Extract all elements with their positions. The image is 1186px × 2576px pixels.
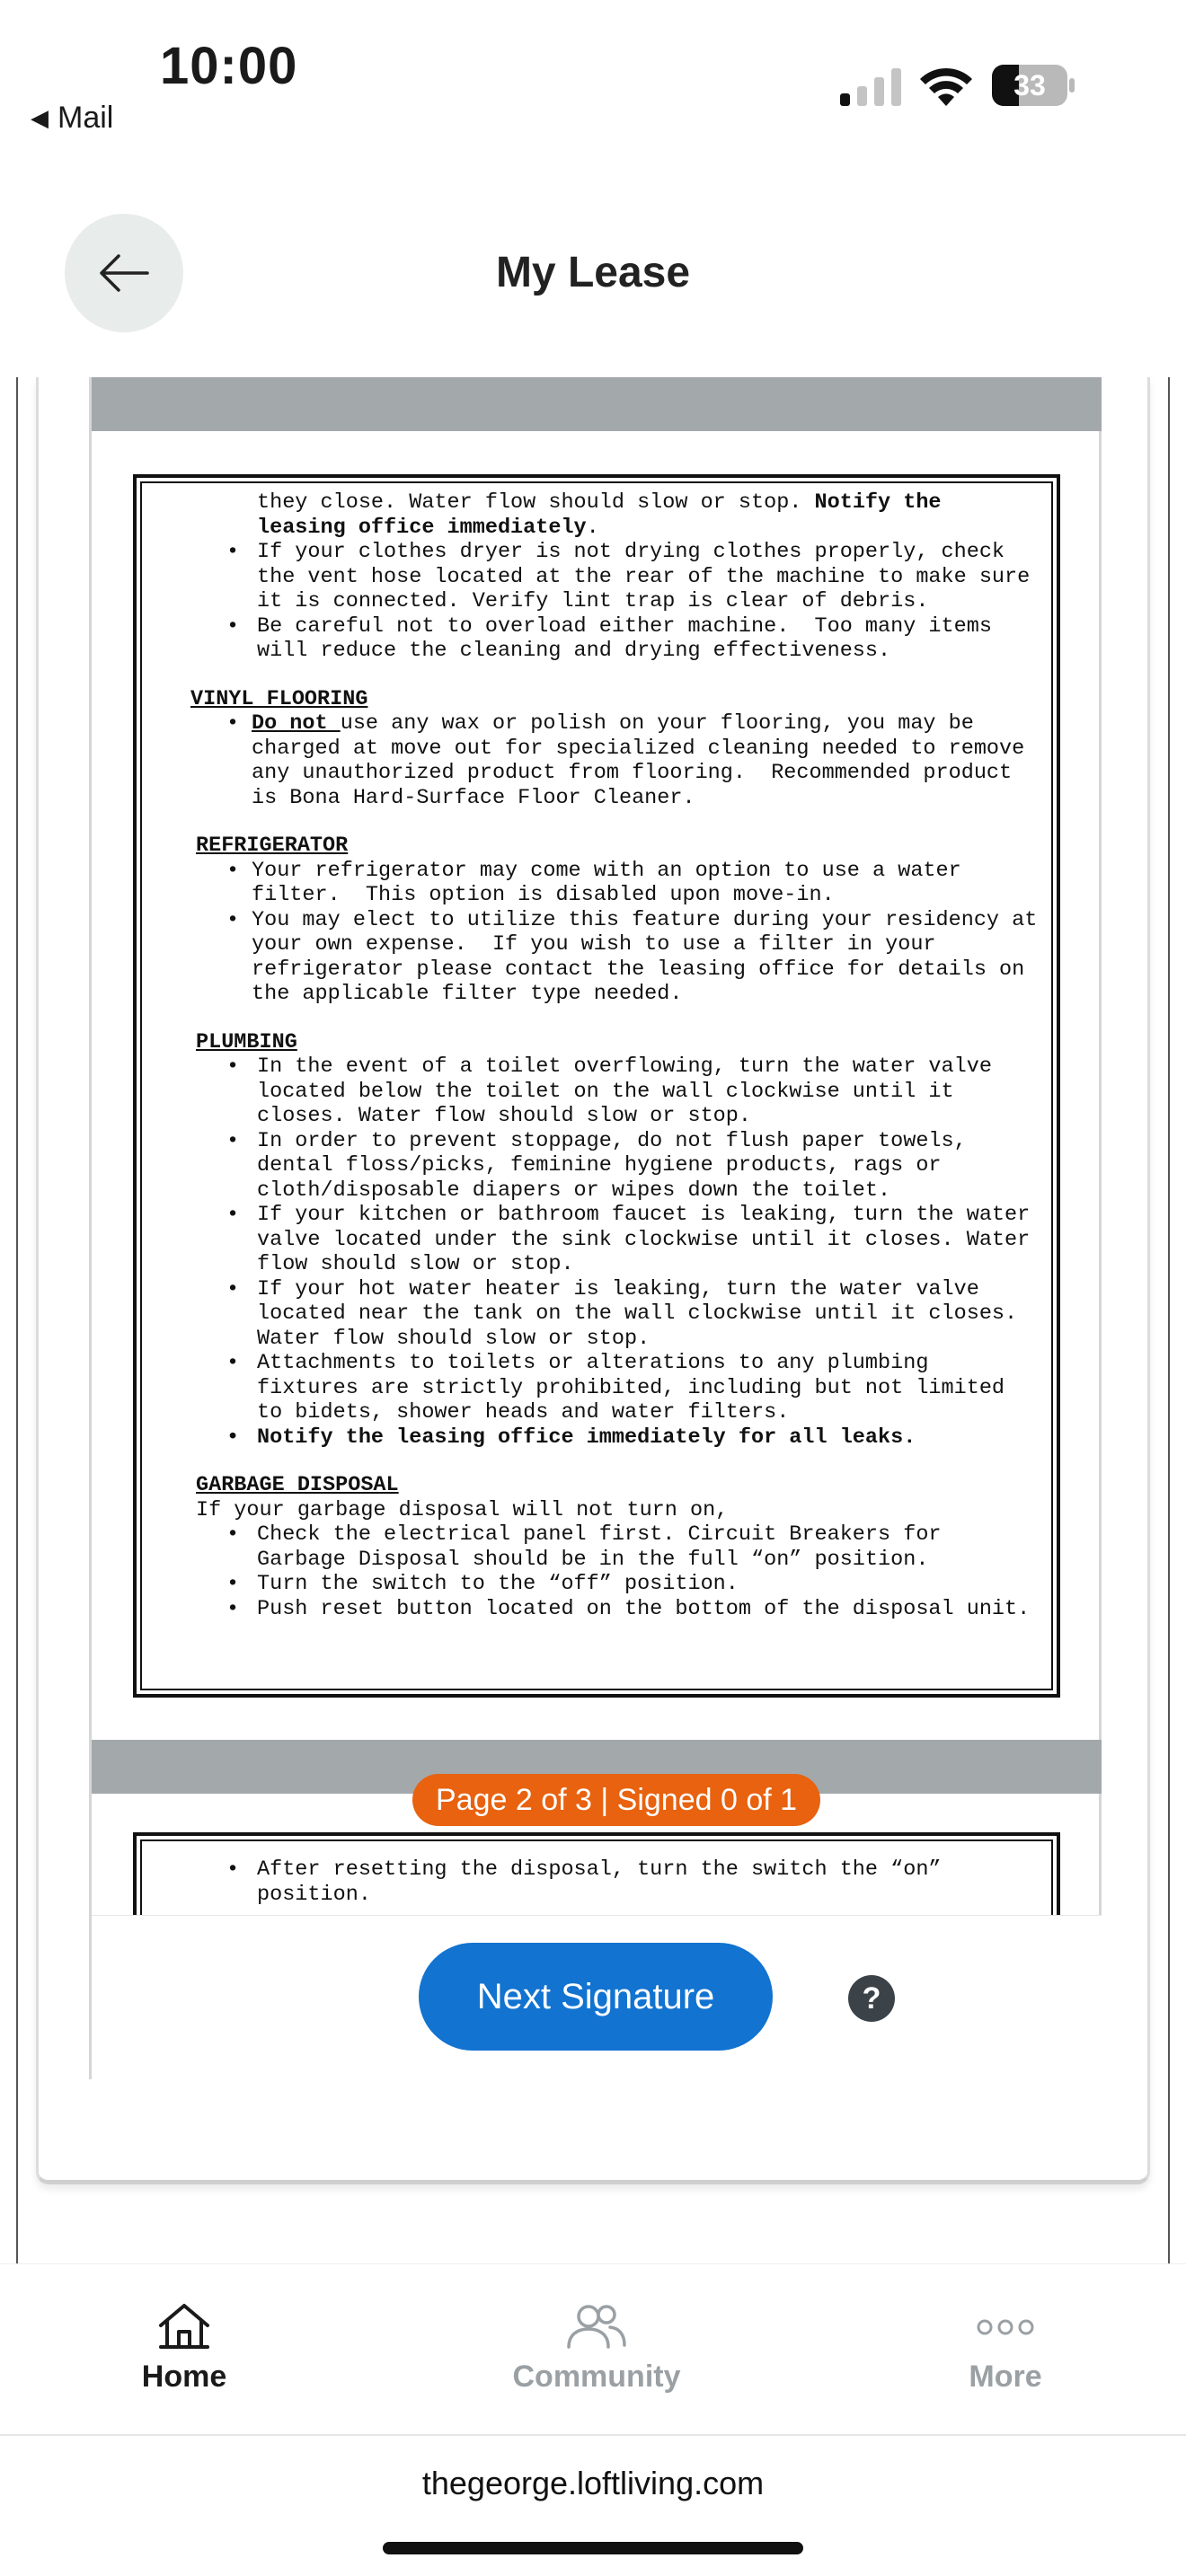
doc-line: • Do not use any wax or polish on your flooring, you may be (196, 711, 1039, 737)
doc-line: Garbage Disposal should be in the full “on” position. (257, 1547, 929, 1572)
doc-line: • After resetting the disposal, turn the switch the “on” (196, 1857, 1039, 1883)
home-indicator[interactable] (383, 2542, 803, 2554)
doc-line: dental floss/picks, feminine hygiene products, rags or (257, 1153, 942, 1178)
left-border (16, 377, 18, 2263)
tab-more[interactable] (871, 2302, 1140, 2395)
doc-line: any unauthorized product from flooring. Recommended product (252, 761, 1013, 785)
next-signature-button[interactable]: Next Signature (419, 1943, 773, 2051)
document-viewer[interactable] (89, 377, 1102, 2079)
doc-line: • If your clothes dryer is not drying clothes properly, check (196, 540, 1039, 565)
doc-line: will reduce the cleaning and drying effectiveness. (257, 639, 891, 663)
doc-line: located below the toilet on the wall clockwise until it (257, 1079, 954, 1104)
cellular-signal-icon (840, 68, 903, 106)
doc-line: • Check the electrical panel first. Circuit Breakers for (196, 1522, 1039, 1548)
doc-line: • In order to prevent stoppage, do not flush paper towels, (196, 1129, 1039, 1154)
section-heading-refrigerator: REFRIGERATOR (196, 834, 349, 858)
section-heading-plumbing: PLUMBING (196, 1029, 297, 1054)
doc-line: If your garbage disposal will not turn on, (196, 1497, 729, 1522)
home-icon (157, 2302, 211, 2351)
doc-line: refrigerator please contact the leasing office for details on (252, 957, 1025, 982)
status-time: 10:00 (160, 37, 298, 95)
doc-line: they close. Water flow should slow or stop. Notify the (257, 490, 942, 515)
doc-line: the applicable filter type needed. (252, 982, 683, 1006)
doc-line: • Be careful not to overload either machine. Too many items (196, 614, 1039, 640)
document-text (140, 1839, 1053, 1922)
tab-community-label: Community (512, 2360, 681, 2394)
doc-line: to bidets, shower heads and water filters. (257, 1400, 790, 1425)
tab-more-label: More (969, 2360, 1042, 2394)
tab-community[interactable] (462, 2302, 731, 2395)
back-app-label: Mail (58, 101, 114, 135)
doc-line: • Attachments to toilets or alterations to any plumbing (196, 1351, 1039, 1376)
doc-line: located near the tank on the wall clockwise until it closes. (257, 1301, 1018, 1326)
doc-line: leasing office immediately. (257, 515, 599, 540)
lease-card (36, 377, 1150, 2184)
doc-line: position. (257, 1882, 371, 1907)
doc-line: your own expense. If you wish to use a filter in your (252, 932, 936, 957)
tab-home-label: Home (141, 2360, 227, 2394)
doc-line: • Your refrigerator may come with an option to use a water (196, 859, 1039, 884)
tab-home[interactable] (49, 2302, 319, 2395)
doc-line: charged at move out for specialized cleaning needed to remove (252, 736, 1025, 761)
doc-line: it is connected. Verify lint trap is clear of debris. (257, 589, 929, 613)
section-heading-vinyl: VINYL FLOORING (190, 686, 368, 711)
doc-line: • If your hot water heater is leaking, turn the water valve (196, 1277, 1039, 1302)
page-title: My Lease (495, 249, 691, 296)
url-text: thegeorge.loftliving.com (421, 2465, 765, 2501)
battery-icon (992, 65, 1075, 106)
doc-line: • Turn the switch to the “off” position. (196, 1572, 1039, 1597)
doc-line: • Notify the leasing office immediately for all leaks. (196, 1425, 1039, 1451)
doc-line: • You may elect to utilize this feature during your residency at (196, 908, 1039, 933)
app-header (0, 171, 1186, 377)
doc-line: Water flow should slow or stop. (257, 1326, 651, 1351)
document-page-2 (133, 474, 1060, 1698)
doc-line: • In the event of a toilet overflowing, turn the water valve (196, 1054, 1039, 1080)
doc-line: is Bona Hard-Surface Floor Cleaner. (252, 785, 695, 810)
document-page-3 (133, 1832, 1060, 1922)
section-heading-garbage: GARBAGE DISPOSAL (196, 1473, 399, 1497)
main-content[interactable] (0, 377, 1186, 2263)
doc-line: the vent hose located at the rear of the machine to make sure (257, 564, 1031, 589)
browser-url-bar[interactable] (0, 2438, 1186, 2576)
page-status-badge: Page 2 of 3 | Signed 0 of 1 (412, 1774, 820, 1826)
right-border (1168, 377, 1170, 2263)
doc-line: flow should slow or stop. (257, 1252, 574, 1276)
battery-level-text: 33 (1013, 69, 1046, 101)
doc-line: filter. This option is disabled upon move-in. (252, 883, 835, 907)
wifi-icon (918, 65, 974, 108)
community-icon (565, 2302, 628, 2351)
doc-line: closes. Water flow should slow or stop. (257, 1104, 751, 1128)
help-icon[interactable]: ? (848, 1975, 895, 2022)
back-to-mail-link[interactable] (31, 101, 113, 136)
doc-line: cloth/disposable diapers or wipes down the toilet. (257, 1178, 891, 1203)
doc-line: fixtures are strictly prohibited, including but not limited (257, 1375, 1005, 1400)
status-bar (0, 0, 1186, 171)
document-text (140, 481, 1053, 1690)
doc-line: • If your kitchen or bathroom faucet is leaking, turn the water (196, 1203, 1039, 1228)
bottom-tab-bar (0, 2263, 1186, 2436)
more-icon (974, 2302, 1037, 2351)
page-separator (92, 377, 1102, 431)
doc-line: valve located under the sink clockwise until it closes. Water (257, 1227, 1031, 1252)
signature-action-bar (92, 1915, 1102, 2079)
back-triangle-icon: ◀ (31, 104, 49, 131)
doc-line: • Push reset button located on the bottom of the disposal unit. (196, 1597, 1039, 1622)
